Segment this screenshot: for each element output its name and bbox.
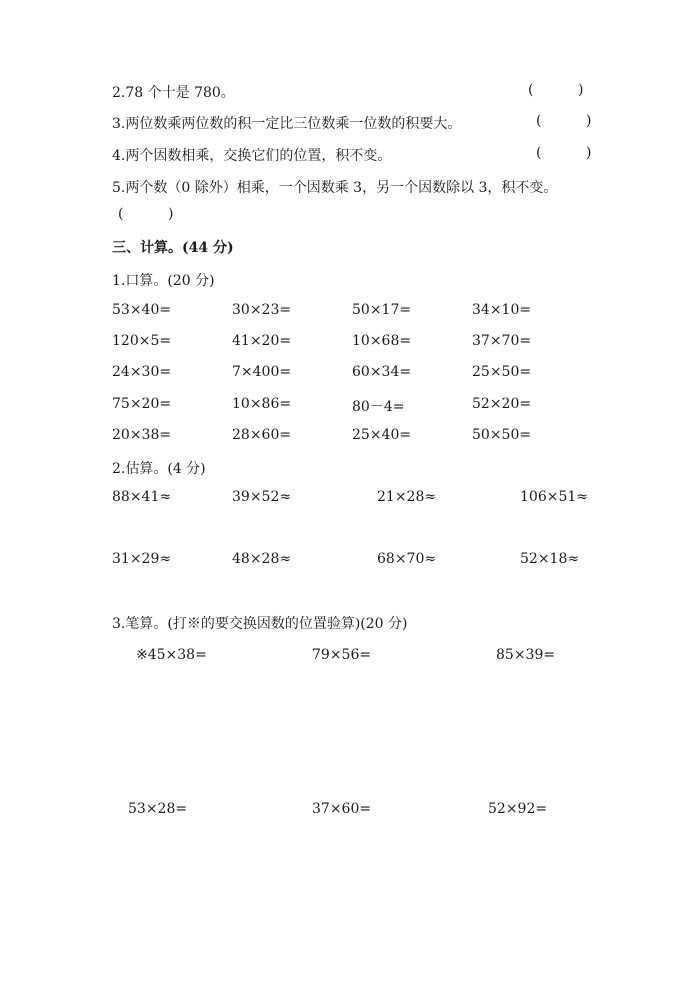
answer-paren-2[interactable]: ( ) (528, 82, 584, 98)
estimate-problem: 88×41≈ (112, 489, 172, 505)
oral-problem: 34×10= (472, 302, 532, 318)
oral-problem: 37×70= (472, 333, 532, 349)
judge-item-3: 3.两位数乘两位数的积一定比三位数乘一位数的积要大。 (112, 116, 462, 132)
oral-problem: 120×5= (112, 333, 172, 349)
oral-problem: 60×34= (352, 364, 412, 380)
judge-item-2: 2.78 个十是 780。 (112, 85, 235, 101)
answer-paren-3[interactable]: ( ) (536, 113, 592, 129)
judge-item-4: 4.两个因数相乘，交换它们的位置，积不变。 (112, 148, 392, 164)
oral-problem: 75×20= (112, 396, 172, 412)
estimate-problem: 48×28≈ (232, 551, 292, 567)
written-problem: 53×28= (128, 801, 188, 817)
estimate-problem: 106×51≈ (520, 489, 588, 505)
oral-problem: 24×30= (112, 364, 172, 380)
estimate-title: 2.估算。(4 分) (112, 461, 206, 477)
estimate-problem: 39×52≈ (232, 489, 292, 505)
written-problem: 79×56= (312, 647, 372, 663)
written-calc-title: 3.笔算。(打※的要交换因数的位置验算)(20 分) (112, 616, 408, 632)
estimate-problem: 52×18≈ (520, 551, 580, 567)
written-problem: ※45×38= (136, 647, 207, 663)
oral-problem: 28×60= (232, 427, 292, 443)
written-problem: 52×92= (488, 801, 548, 817)
judge-item-5: 5.两个数（0 除外）相乘，一个因数乘 3，另一个因数除以 3，积不变。 (112, 180, 558, 196)
oral-problem: 50×17= (352, 302, 412, 318)
oral-problem: 41×20= (232, 333, 292, 349)
section-title-calculation: 三、计算。(44 分) (112, 240, 234, 256)
oral-problem: 25×50= (472, 364, 532, 380)
oral-problem: 20×38= (112, 427, 172, 443)
oral-problem: 30×23= (232, 302, 292, 318)
oral-problem: 80－4= (352, 399, 405, 415)
written-problem: 37×60= (312, 801, 372, 817)
estimate-problem: 68×70≈ (377, 551, 437, 567)
oral-problem: 52×20= (472, 396, 532, 412)
oral-calc-title: 1.口算。(20 分) (112, 273, 215, 289)
estimate-problem: 31×29≈ (112, 551, 172, 567)
oral-problem: 7×400= (232, 364, 292, 380)
oral-problem: 10×68= (352, 333, 412, 349)
written-problem: 85×39= (496, 647, 556, 663)
estimate-problem: 21×28≈ (377, 489, 437, 505)
answer-paren-5[interactable]: ( ) (118, 206, 174, 222)
oral-problem: 50×50= (472, 427, 532, 443)
answer-paren-4[interactable]: ( ) (536, 145, 592, 161)
oral-problem: 10×86= (232, 396, 292, 412)
oral-problem: 25×40= (352, 427, 412, 443)
oral-problem: 53×40= (112, 302, 172, 318)
